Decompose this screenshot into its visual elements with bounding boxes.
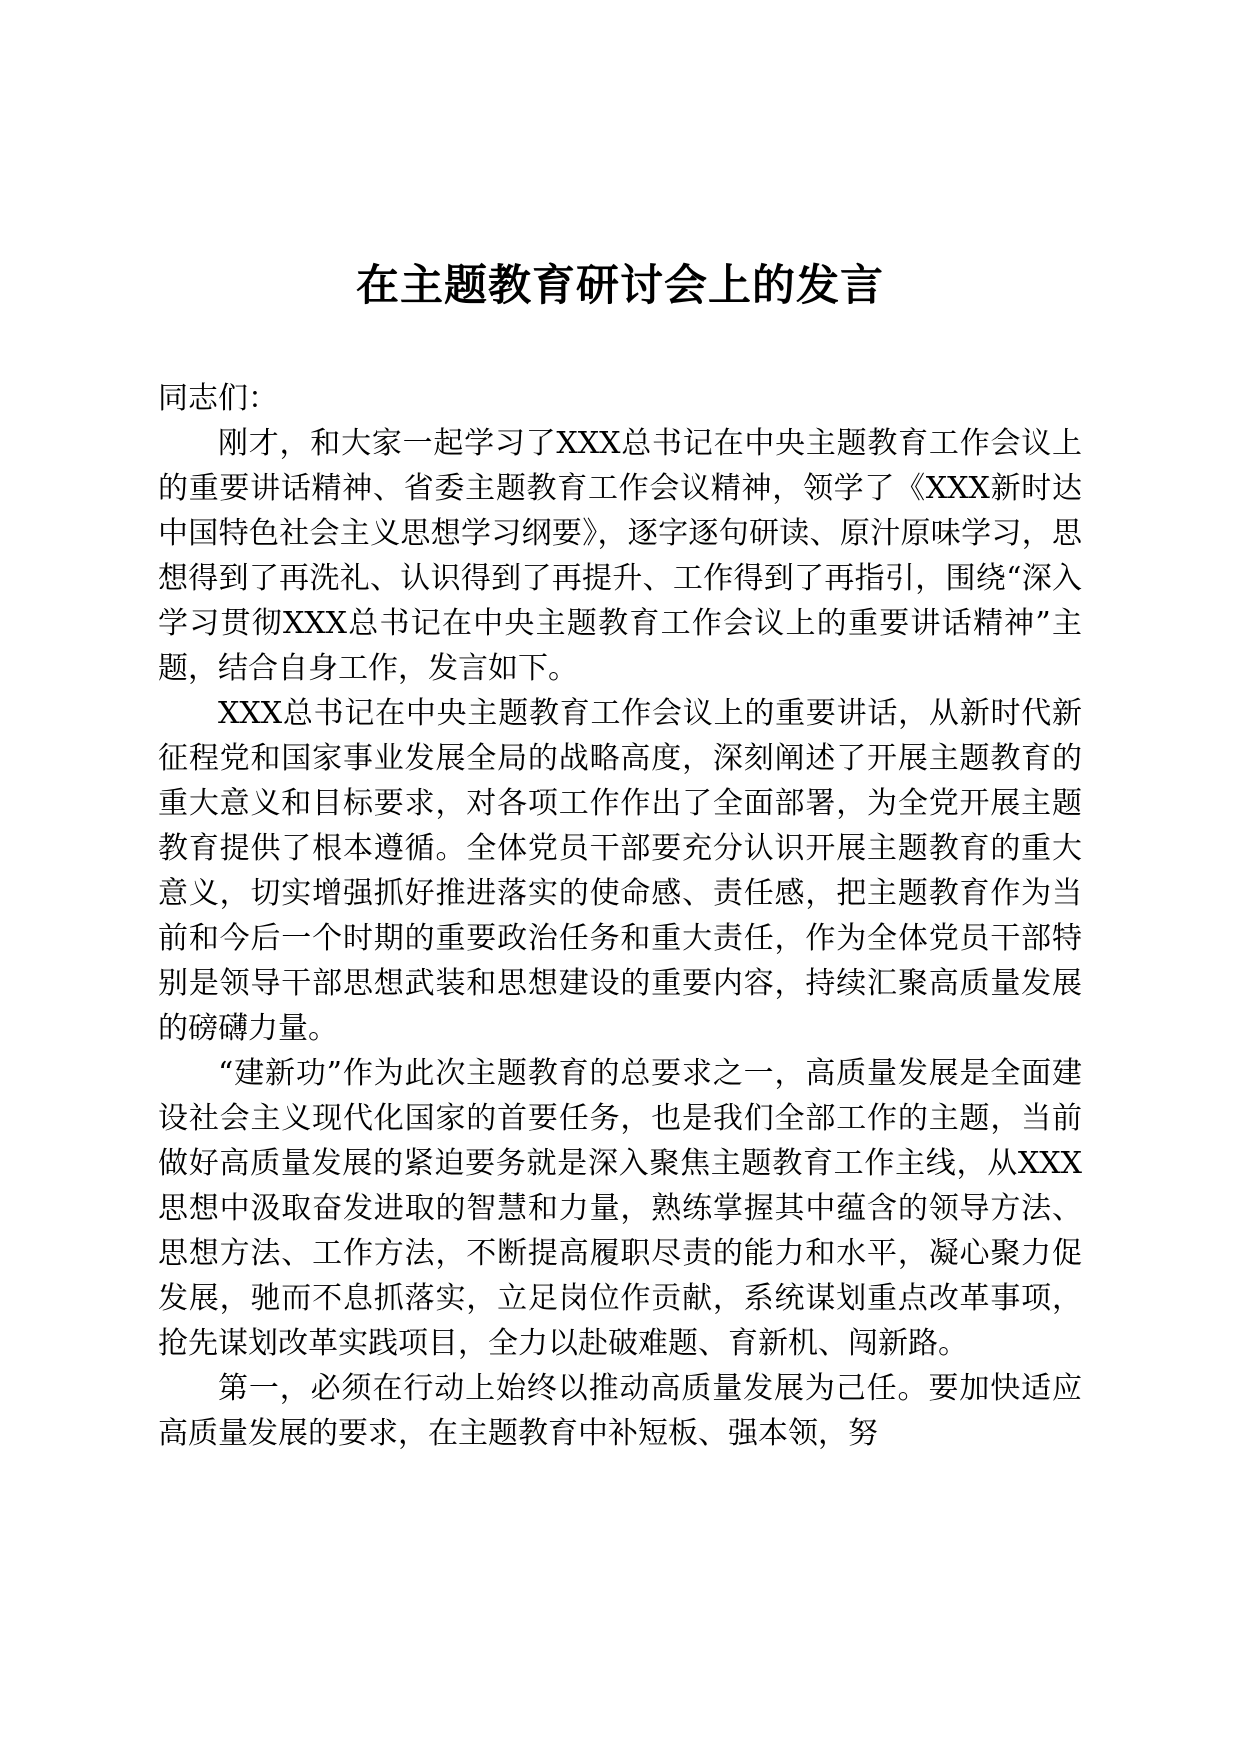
paragraph-4: 第一，必须在行动上始终以推动高质量发展为己任。要加快适应高质量发展的要求，在主题教育中补短板、强本领，努 [158,1371,1082,1451]
document-body [158,376,1082,1456]
paragraph-3: “建新功”作为此次主题教育的总要求之一，高质量发展是全面建设社会主义现代化国家的首要任务，也是我们全部工作的主题，当前做好高质量发展的紧迫要务就是深入聚焦主题教育工作主线，从XXX思想中汲取奋发进取的智慧和力量，熟练掌握其中蕴含的领导方法、思想方法、工作方法，不断提高履职尽责的能力和水平，凝心聚力促发展，驰而不息抓落实，立足岗位作贡献，系统谋划重点改革事项，抢先谋划改革实践项目，全力以赴破难题、育新机、闯新路。 [158,1056,1082,1361]
document-title: 在主题教育研讨会上的发言 [356,261,884,311]
salutation: 同志们： [158,381,278,416]
paragraph-1: 刚才，和大家一起学习了XXX总书记在中央主题教育工作会议上的重要讲话精神、省委主题教育工作会议精神，领学了《XXX新时达中国特色社会主义思想学习纲要》，逐字逐句研读、原汁原味学习，思想得到了再洗礼、认识得到了再提升、工作得到了再指引，围绕“深入学习贯彻XXX总书记在中央主题教育工作会议上的重要讲话精神”主题，结合自身工作，发言如下。 [158,426,1082,686]
paragraph-2: XXX总书记在中央主题教育工作会议上的重要讲话，从新时代新征程党和国家事业发展全局的战略高度，深刻阐述了开展主题教育的重大意义和目标要求，对各项工作作出了全面部署，为全党开展主题教育提供了根本遵循。全体党员干部要充分认识开展主题教育的重大意义，切实增强抓好推进落实的使命感、责任感，把主题教育作为当前和今后一个时期的重要政治任务和重大责任，作为全体党员干部特别是领导干部思想武装和思想建设的重要内容，持续汇聚高质量发展的磅礴力量。 [158,696,1082,1046]
